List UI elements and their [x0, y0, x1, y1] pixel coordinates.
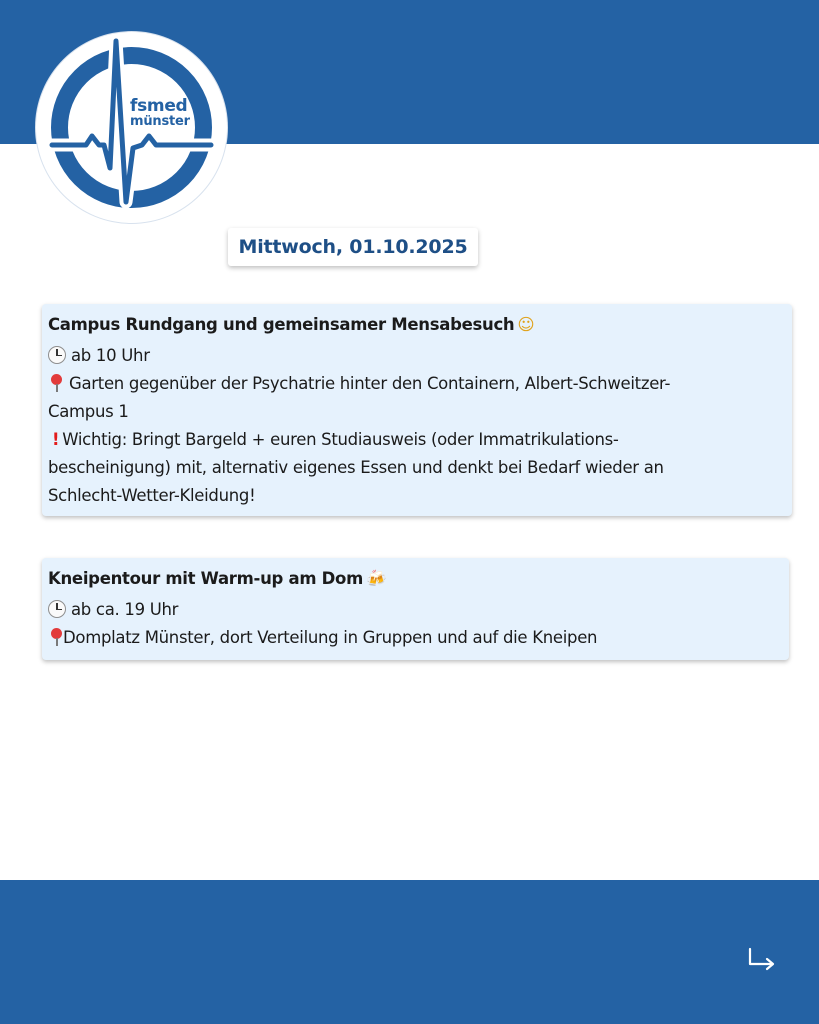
event-location-row [48, 370, 786, 426]
clock-icon [48, 600, 66, 618]
event-note-line-3: Schlecht-Wetter-Kleidung! [48, 486, 256, 505]
event-note-line-2: bescheinigung) mit, alternativ eigenes Essen und denkt bei Bedarf wieder an [48, 458, 664, 477]
beer-mugs-icon: 🍻 [365, 569, 387, 588]
event-location-row [48, 624, 783, 652]
pin-icon [51, 374, 62, 392]
event-card-pub-tour [42, 558, 789, 660]
event-note-line-1: Wichtig: Bringt Bargeld + euren Studiausweis (oder Immatrikulations- [62, 430, 619, 449]
date-heading-box [228, 228, 478, 266]
clock-icon [48, 346, 66, 364]
footer-band [0, 880, 819, 1024]
event-title [48, 568, 783, 590]
logo-wordmark-fsmed: fsmed [130, 96, 188, 116]
event-time-row [48, 596, 783, 624]
exclamation-icon: ! [52, 430, 60, 449]
smiley-icon: ☺ [517, 315, 535, 334]
event-time: ab ca. 19 Uhr [71, 600, 179, 619]
forward-arrow-icon[interactable] [746, 946, 778, 972]
event-time-row [48, 342, 786, 370]
date-heading: Mittwoch, 01.10.2025 [238, 236, 468, 258]
event-note-row [48, 426, 786, 510]
event-location-line-2: Campus 1 [48, 402, 129, 421]
event-location: Domplatz Münster, dort Verteilung in Gruppen und auf die Kneipen [63, 628, 598, 647]
fsmed-logo [36, 32, 227, 223]
event-title [48, 314, 786, 336]
logo-wordmark-muenster: münster [130, 114, 190, 129]
event-title-text: Campus Rundgang und gemeinsamer Mensabesuch [48, 315, 515, 334]
event-location-line-1: Garten gegenüber der Psychatrie hinter den Containern, Albert-Schweitzer- [69, 374, 671, 393]
event-title-text: Kneipentour mit Warm-up am Dom [48, 569, 363, 588]
event-time: ab 10 Uhr [71, 346, 150, 365]
event-card-campus-tour [42, 304, 792, 516]
pin-icon [51, 628, 62, 646]
